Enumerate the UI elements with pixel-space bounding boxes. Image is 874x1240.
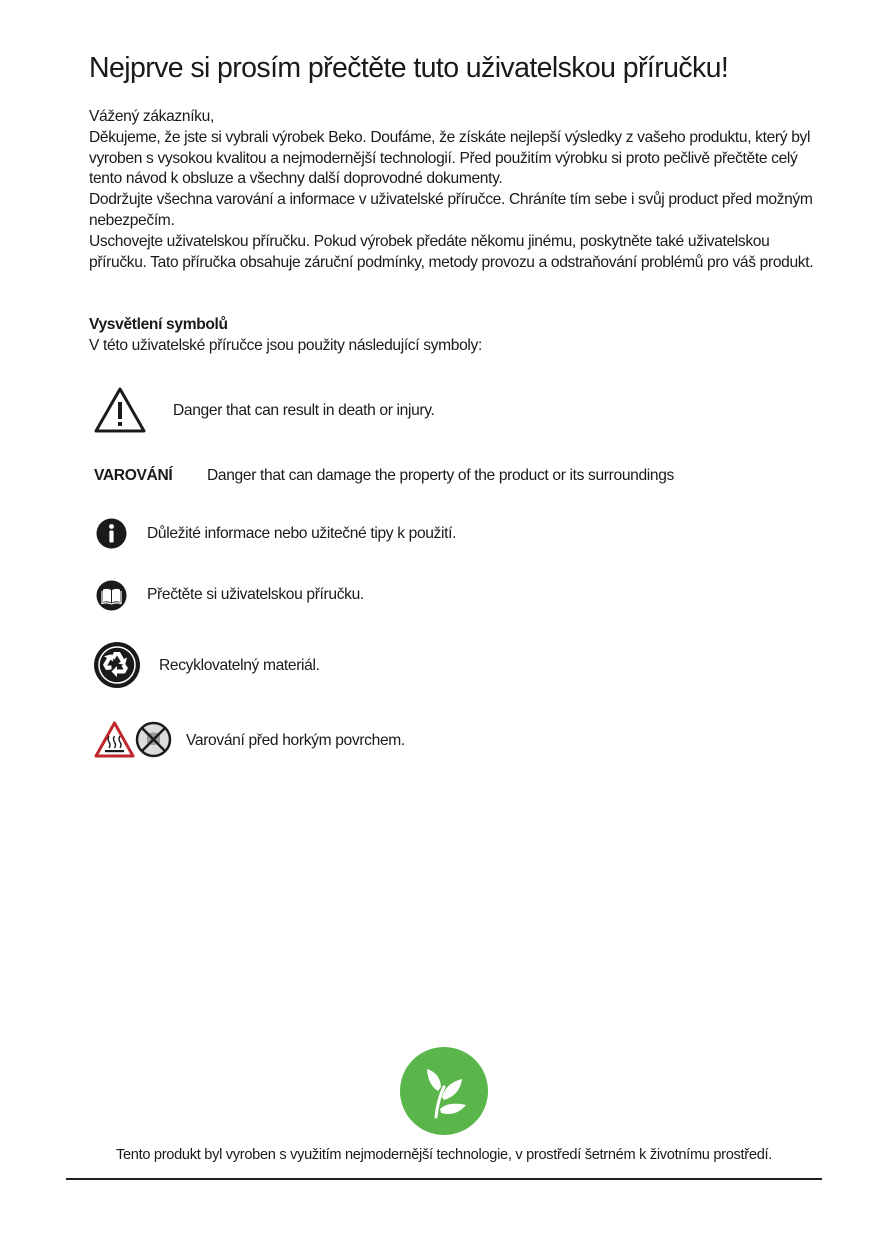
eco-leaf-icon <box>400 1047 488 1135</box>
symbol-description: Důležité informace nebo užitečné tipy k použití. <box>147 525 457 542</box>
intro-text <box>89 107 824 273</box>
book-icon <box>96 580 127 611</box>
varovani-label: VAROVÁNÍ <box>94 467 173 484</box>
symbol-description: Danger that can result in death or injury. <box>173 402 435 419</box>
symbols-heading: Vysvětlení symbolů <box>89 316 228 333</box>
intro-paragraph: Děkujeme, že jste si vybrali výrobek Beko. Doufáme, že získáte nejlepší výsledky z vašeho produktu, který byl vyroben s vysokou kvalitou a nejmodernější technologií. Před použitím výrobku si proto pečlivě přečtěte celý tento návod k obsluze a všechny další doprovodné dokumenty. <box>89 128 811 188</box>
recycle-icon <box>93 641 141 689</box>
info-icon <box>96 518 127 549</box>
symbol-description: Přečtěte si uživatelskou příručku. <box>147 586 364 603</box>
do-not-touch-icon <box>135 721 172 758</box>
intro-paragraph: Dodržujte všechna varování a informace v uživatelské příručce. Chráníte tím sebe i svůj product před možným nebezpečím. <box>89 191 813 229</box>
intro-paragraph: Uschovejte uživatelskou příručku. Pokud výrobek předáte někomu jinému, poskytněte také uživatelskou příručku. Tato příručka obsahuje záruční podmínky, metody provozu a odstraňování problémů pro váš produkt. <box>89 232 814 271</box>
page-title: Nejprve si prosím přečtěte tuto uživatelskou příručku! <box>89 52 729 84</box>
symbol-description: Varování před horkým povrchem. <box>186 732 405 749</box>
greeting: Vážený zákazníku, <box>89 108 214 125</box>
symbols-intro: V této uživatelské příručce jsou použity následující symboly: <box>89 337 482 354</box>
symbol-description: Danger that can damage the property of the product or its surroundings <box>207 467 674 484</box>
symbol-description: Recyklovatelný materiál. <box>159 657 320 674</box>
hot-surface-icon <box>94 721 135 758</box>
warning-triangle-icon <box>93 386 147 434</box>
footer-divider <box>66 1178 822 1180</box>
footer-text: Tento produkt byl vyroben s využitím nejmodernější technologie, v prostředí šetrném k životnímu prostředí. <box>115 1147 773 1163</box>
